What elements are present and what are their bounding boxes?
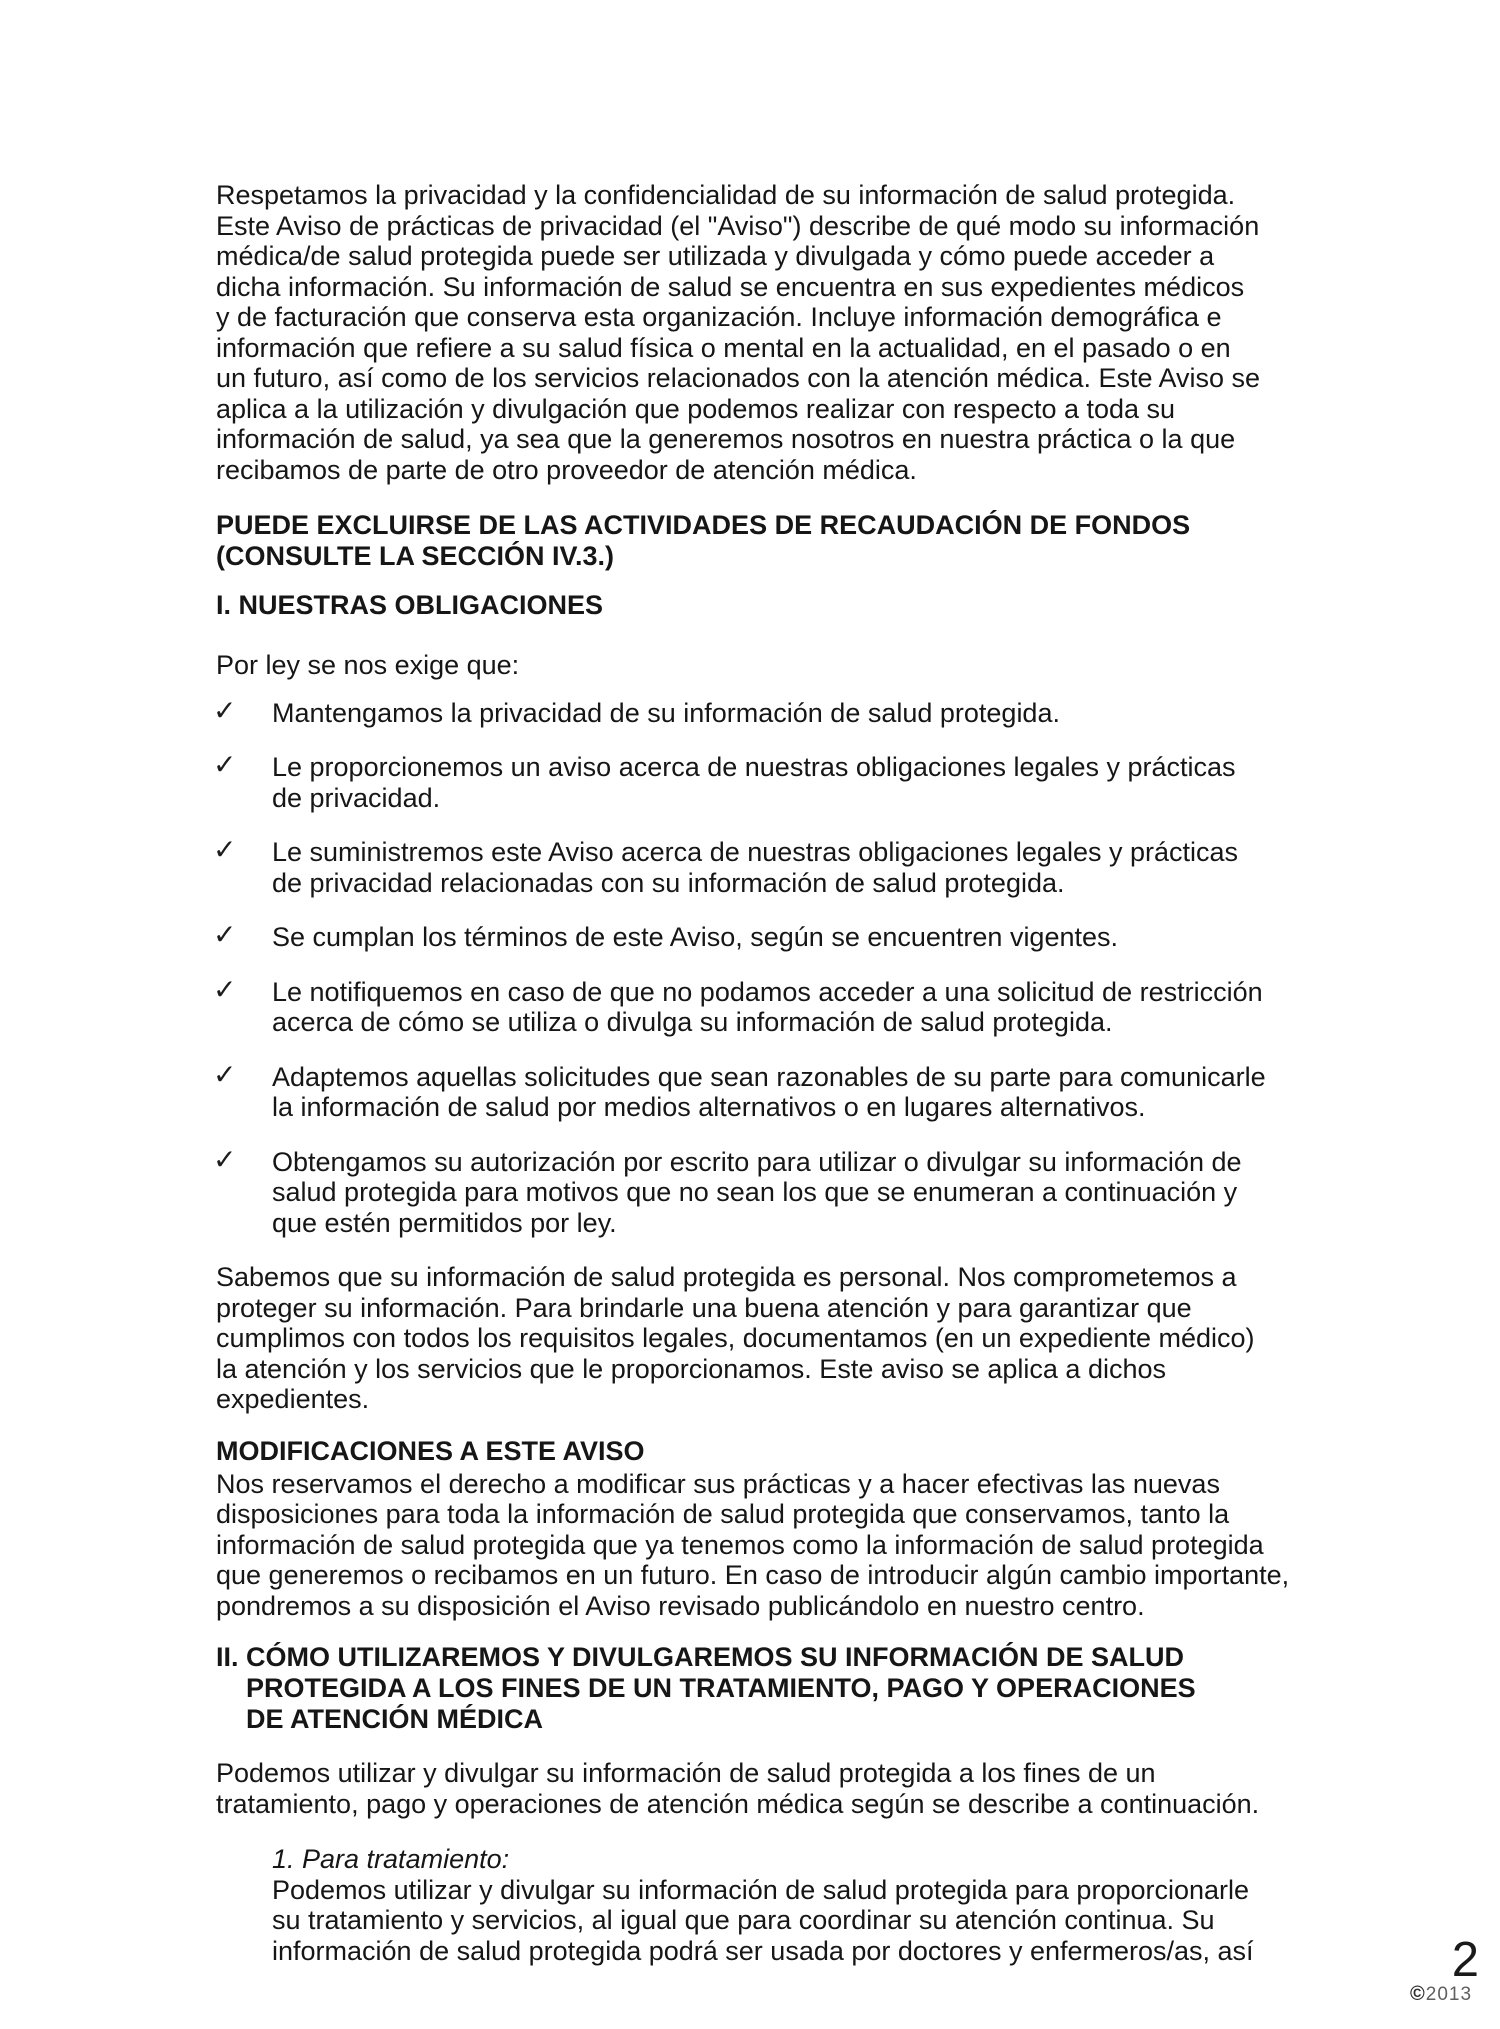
text-line: disposiciones para toda la información de salud protegida que conservamos, tanto la	[216, 1499, 1230, 1529]
check-icon: ✓	[213, 973, 237, 1005]
check-icon: ✓	[213, 1143, 237, 1175]
text-line: la información de salud por medios alternativos o en lugares alternativos.	[272, 1092, 1146, 1122]
section-ii-heading	[216, 1642, 1336, 1735]
obligation-item	[213, 694, 1336, 729]
check-icon: ✓	[213, 834, 237, 865]
text-line: Respetamos la privacidad y la confidencialidad de su información de salud protegida.	[216, 180, 1236, 210]
text-line: Nos reservamos el derecho a modificar sus prácticas y a hacer efectivas las nuevas	[216, 1468, 1220, 1499]
text-line: información de salud protegida podrá ser usada por doctores y enfermeros/as, así	[272, 1935, 1254, 1966]
obligations-list	[213, 694, 1336, 1239]
text-line: aplica a la utilización y divulgación que podemos realizar con respecto a toda su	[216, 393, 1176, 424]
obligations-lead-in	[216, 650, 1336, 681]
check-icon: ✓	[213, 749, 237, 780]
text-line: PROTEGIDA A LOS FINES DE UN TRATAMIENTO, PAGO Y OPERACIONES	[246, 1673, 1196, 1703]
text-line: tratamiento, pago y operaciones de atención médica según se describe a continuación.	[216, 1788, 1260, 1819]
text-line: II. CÓMO UTILIZAREMOS Y DIVULGAREMOS SU INFORMACIÓN DE SALUD	[216, 1642, 1185, 1672]
obligation-item	[213, 1143, 1336, 1239]
section-ii-intro	[216, 1758, 1336, 1819]
obligation-item	[213, 919, 1336, 953]
text-line: Se cumplan los términos de este Aviso, según se encuentren vigentes.	[272, 922, 1119, 952]
text-line: proteger su información. Para brindarle una buena atención y para garantizar que	[216, 1292, 1192, 1323]
modifications-heading	[216, 1436, 1336, 1467]
personal-info-paragraph	[216, 1262, 1336, 1415]
text-line: acerca de cómo se utiliza o divulga su información de salud protegida.	[272, 1007, 1113, 1037]
page-number: 2	[1451, 1933, 1479, 1987]
fundraising-optout-heading	[216, 510, 1336, 572]
treatment-subsection-body	[272, 1875, 1336, 1967]
text-line: Adaptemos aquellas solicitudes que sean razonables de su parte para comunicarle	[272, 1061, 1266, 1092]
text-line: dicha información. Su información de salud se encuentra en sus expedientes médicos	[216, 271, 1245, 302]
check-icon: ✓	[213, 1058, 237, 1090]
copyright-notice	[1410, 1984, 1472, 2005]
text-line: su tratamiento y servicios, al igual que para coordinar su atención continua. Su	[272, 1905, 1215, 1935]
text-line: que generemos o recibamos en un futuro. En caso de introducir algún cambio importante,	[216, 1560, 1290, 1590]
text-line: Podemos utilizar y divulgar su información de salud protegida para proporcionarle	[272, 1874, 1250, 1905]
text-line: Le suministremos este Aviso acerca de nuestras obligaciones legales y prácticas	[272, 837, 1239, 867]
text-line: que estén permitidos por ley.	[272, 1207, 617, 1238]
page-content	[213, 180, 1336, 1966]
text-line: 1. Para tratamiento:	[272, 1844, 510, 1874]
text-line: de privacidad.	[272, 782, 441, 813]
text-line: médica/de salud protegida puede ser utilizada y divulgada y cómo puede acceder a	[216, 241, 1215, 271]
text-line: DE ATENCIÓN MÉDICA	[246, 1704, 543, 1734]
text-line: información que refiere a su salud física o mental en la actualidad, en el pasado o en	[216, 332, 1231, 363]
treatment-subsection	[272, 1844, 1336, 1966]
text-line: pondremos a su disposición el Aviso revisado publicándolo en nuestro centro.	[216, 1590, 1145, 1621]
text-line: Podemos utilizar y divulgar su información de salud protegida a los fines de un	[216, 1758, 1156, 1788]
text-line: I. NUESTRAS OBLIGACIONES	[216, 590, 604, 620]
modifications-paragraph	[216, 1469, 1336, 1622]
text-line: expedientes.	[216, 1384, 370, 1414]
text-line: PUEDE EXCLUIRSE DE LAS ACTIVIDADES DE RECAUDACIÓN DE FONDOS	[216, 510, 1191, 540]
obligation-item	[213, 749, 1336, 813]
text-line: recibamos de parte de otro proveedor de atención médica.	[216, 454, 917, 485]
treatment-subsection-title	[272, 1844, 1336, 1875]
text-line: información de salud, ya sea que la generemos nosotros en nuestra práctica o la que	[216, 424, 1236, 454]
copyright-icon: ©	[1410, 1983, 1426, 2005]
text-line: la atención y los servicios que le proporcionamos. Este aviso se aplica a dichos	[216, 1353, 1166, 1384]
text-line: Le proporcionemos un aviso acerca de nuestras obligaciones legales y prácticas	[272, 752, 1236, 782]
text-line: información de salud protegida que ya tenemos como la información de salud protegida	[216, 1529, 1264, 1560]
intro-paragraph	[216, 180, 1336, 485]
text-line: salud protegida para motivos que no sean los que se enumeran a continuación y	[272, 1177, 1238, 1207]
text-line: un futuro, así como de los servicios relacionados con la atención médica. Este Aviso se	[216, 363, 1261, 393]
text-line: cumplimos con todos los requisitos legales, documentamos (en un expediente médico)	[216, 1323, 1255, 1353]
text-line: Por ley se nos exige que:	[216, 650, 520, 680]
obligation-item	[213, 1058, 1336, 1123]
text-line: Este Aviso de prácticas de privacidad (el "Aviso") describe de qué modo su información	[216, 210, 1260, 241]
text-line: Mantengamos la privacidad de su información de salud protegida.	[272, 697, 1060, 728]
copyright-year: 2013	[1425, 1984, 1473, 2005]
obligation-item	[213, 973, 1336, 1038]
text-line: (CONSULTE LA SECCIÓN IV.3.)	[216, 541, 615, 571]
text-line: MODIFICACIONES A ESTE AVISO	[216, 1435, 645, 1466]
text-line: Sabemos que su información de salud protegida es personal. Nos comprometemos a	[216, 1262, 1237, 1292]
check-icon: ✓	[213, 919, 237, 950]
text-line: Le notifiquemos en caso de que no podamos acceder a una solicitud de restricción	[272, 976, 1263, 1007]
text-line: Obtengamos su autorización por escrito para utilizar o divulgar su información de	[272, 1146, 1242, 1177]
text-line: de privacidad relacionadas con su información de salud protegida.	[272, 867, 1065, 898]
obligation-item	[213, 834, 1336, 898]
check-icon: ✓	[213, 694, 237, 726]
section-i-heading	[216, 590, 1336, 621]
text-line: y de facturación que conserva esta organización. Incluye información demográfica e	[216, 302, 1222, 332]
